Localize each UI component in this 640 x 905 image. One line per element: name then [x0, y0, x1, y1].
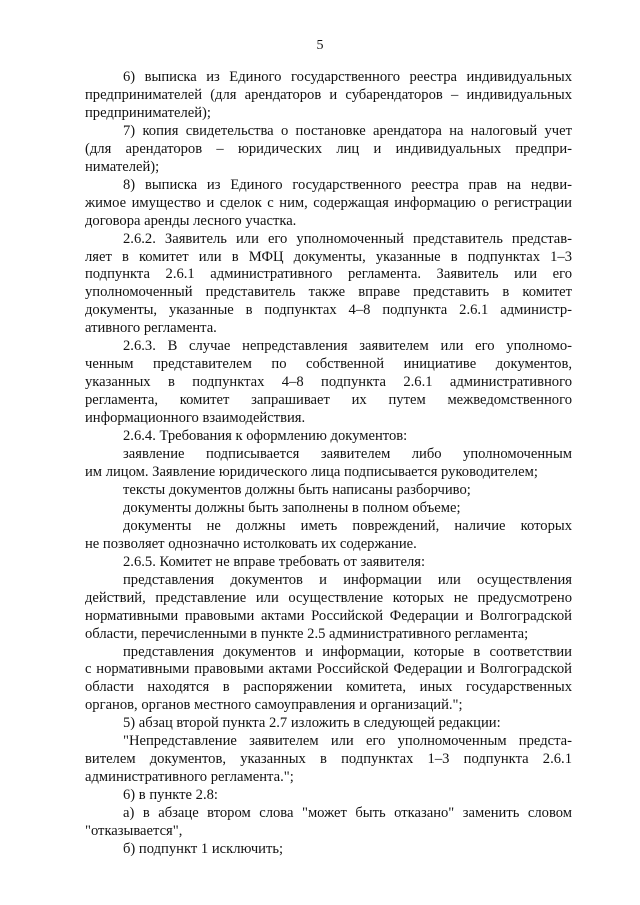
text-line: уполномоченный представитель также вправе представить в комитет — [85, 284, 572, 301]
text-line: административного регламента."; — [85, 769, 294, 786]
text-line: указанных в подпунктах 4–8 подпункта 2.6.1 административного — [85, 374, 572, 391]
document-body — [85, 69, 572, 859]
text-line: информационного взаимодействия. — [85, 410, 306, 427]
paragraph-p5 — [85, 338, 572, 428]
paragraph-p4 — [85, 231, 572, 339]
paragraph-p6 — [85, 428, 572, 446]
text-line: 2.6.5. Комитет не вправе требовать от заявителя: — [123, 553, 426, 570]
text-line: не позволяет однозначно истолковать их содержание. — [85, 535, 417, 552]
text-line: документы, указанные в подпунктах 4–8 подпункта 2.6.1 администр- — [85, 302, 572, 319]
text-line: им лицом. Заявление юридического лица подписывается руководителем; — [85, 463, 538, 480]
text-line: органов, органов местного самоуправления и организаций."; — [85, 697, 463, 714]
paragraph-p12 — [85, 572, 572, 644]
paragraph-p2 — [85, 123, 572, 177]
text-line: заявление подписывается заявителем либо уполномоченным — [123, 446, 572, 463]
text-line: вителем документов, указанных в подпунктах 1–3 подпункта 2.6.1 — [85, 751, 572, 768]
text-line: 8) выписка из Единого государственного реестра прав на недви- — [123, 176, 572, 193]
paragraph-p7 — [85, 446, 572, 482]
paragraph-p14 — [85, 715, 572, 733]
paragraph-p18 — [85, 841, 572, 859]
text-line: 6) в пункте 2.8: — [123, 787, 218, 804]
paragraph-p9 — [85, 500, 572, 518]
text-line: б) подпункт 1 исключить; — [123, 840, 284, 857]
paragraph-p11 — [85, 554, 572, 572]
text-line: 2.6.2. Заявитель или его уполномоченный представитель представ- — [123, 230, 572, 247]
text-line: представления документов и информации, которые в соответствии — [123, 643, 572, 660]
text-line: тексты документов должны быть написаны разборчиво; — [123, 481, 471, 498]
text-line: области, перечисленными в пункте 2.5 административного регламента; — [85, 625, 529, 642]
paragraph-p3 — [85, 177, 572, 231]
text-line: (для арендаторов – юридических лиц и индивидуальных предпри- — [85, 140, 572, 157]
text-line: нормативными правовыми актами Российской Федерации и Волгоградской — [85, 607, 572, 624]
text-line: предпринимателей (для арендаторов и субарендаторов – индивидуальных — [85, 86, 572, 103]
text-line: с нормативными правовыми актами Российской Федерации и Волгоградской — [85, 661, 572, 678]
text-line: "отказывается", — [85, 823, 183, 840]
text-line: 6) выписка из Единого государственного реестра индивидуальных — [123, 69, 572, 85]
text-line: ативного регламента. — [85, 320, 217, 337]
text-line: подпункта 2.6.1 административного регламента. Заявитель или его — [85, 266, 572, 283]
text-line: представления документов и информации или осуществления — [123, 571, 572, 588]
paragraph-p17 — [85, 805, 572, 841]
paragraph-p10 — [85, 518, 572, 554]
text-line: действий, представление или осуществление которых не предусмотрено — [85, 589, 572, 606]
text-line: "Непредставление заявителем или его уполномоченным предста- — [123, 733, 572, 750]
paragraph-p15 — [85, 733, 572, 787]
text-line: жимое имущество и сделок с ним, содержащая информацию о регистрации — [85, 194, 572, 211]
paragraph-p1 — [85, 69, 572, 123]
paragraph-p8 — [85, 482, 572, 500]
text-line: документы не должны иметь повреждений, наличие которых — [123, 517, 572, 534]
text-line: ляет в комитет или в МФЦ документы, указанные в подпунктах 1–3 — [85, 248, 572, 265]
paragraph-p13 — [85, 644, 572, 716]
text-line: ченным представителем по собственной инициативе документов, — [85, 356, 572, 373]
text-line: нимателей); — [85, 158, 160, 175]
text-line: договора аренды лесного участка. — [85, 212, 297, 229]
text-line: регламента, комитет запрашивает их путем межведомственного — [85, 392, 572, 409]
text-line: документы должны быть заполнены в полном объеме; — [123, 499, 461, 516]
text-line: 7) копия свидетельства о постановке арендатора на налоговый учет — [123, 122, 572, 139]
text-line: а) в абзаце втором слова "может быть отказано" заменить словом — [123, 805, 572, 822]
text-line: предпринимателей); — [85, 104, 211, 121]
text-line: области находятся в распоряжении комитета, иных государственных — [85, 679, 572, 696]
text-line: 2.6.4. Требования к оформлению документов: — [123, 428, 408, 445]
text-line: 2.6.3. В случае непредставления заявителем или его уполномо- — [123, 338, 572, 355]
paragraph-p16 — [85, 787, 572, 805]
page-number: 5 — [316, 38, 324, 53]
text-line: 5) абзац второй пункта 2.7 изложить в следующей редакции: — [123, 715, 501, 732]
